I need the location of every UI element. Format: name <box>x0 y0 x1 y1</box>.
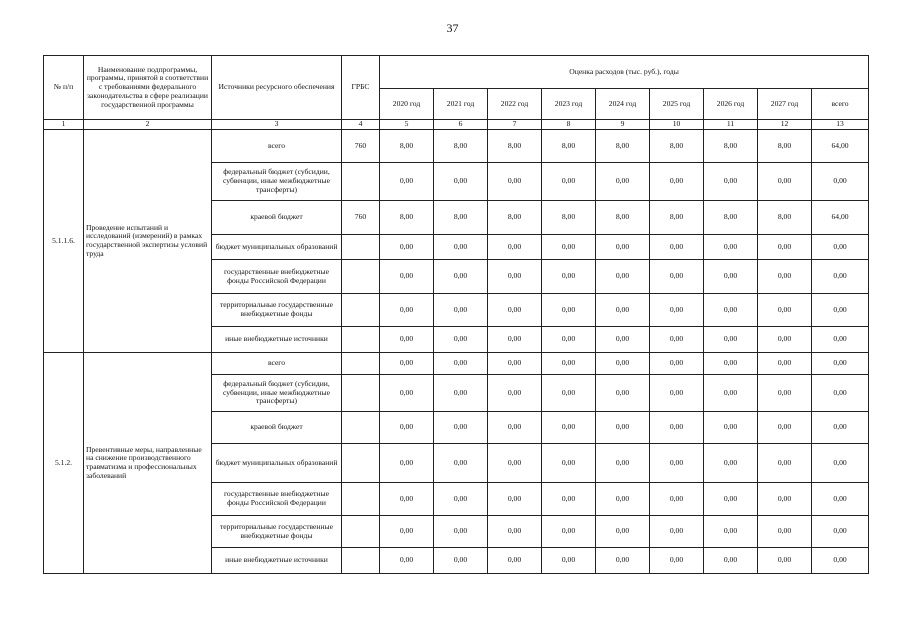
total-value: 64,00 <box>812 201 869 235</box>
table-row <box>44 130 869 163</box>
funding-source: всего <box>212 130 342 163</box>
header-year: 2021 год <box>434 89 488 120</box>
header-year: 2024 год <box>596 89 650 120</box>
year-value: 8,00 <box>434 201 488 235</box>
year-value: 0,00 <box>650 327 704 353</box>
table-row <box>44 353 869 375</box>
column-number: 1 <box>44 120 84 130</box>
year-value: 0,00 <box>488 327 542 353</box>
section-name: Превентивные меры, направленные на снижение производственного травматизма и профессиональных заболеваний <box>84 353 212 574</box>
year-value: 0,00 <box>650 163 704 201</box>
column-number: 2 <box>84 120 212 130</box>
total-value: 0,00 <box>812 260 869 294</box>
grbs-code <box>342 516 380 548</box>
year-value: 8,00 <box>650 201 704 235</box>
year-value: 0,00 <box>650 483 704 516</box>
column-number: 8 <box>542 120 596 130</box>
total-value: 0,00 <box>812 548 869 574</box>
column-number: 10 <box>650 120 704 130</box>
year-value: 0,00 <box>704 516 758 548</box>
column-number: 7 <box>488 120 542 130</box>
year-value: 8,00 <box>596 201 650 235</box>
total-value: 0,00 <box>812 375 869 412</box>
year-value: 0,00 <box>380 260 434 294</box>
header-sources: Источники ресурсного обеспечения <box>212 56 342 120</box>
column-number: 13 <box>812 120 869 130</box>
year-value: 0,00 <box>434 548 488 574</box>
year-value: 0,00 <box>650 294 704 327</box>
year-value: 8,00 <box>650 130 704 163</box>
year-value: 8,00 <box>488 130 542 163</box>
funding-source: федеральный бюджет (субсидии, субвенции, иные межбюджетные трансферты) <box>212 375 342 412</box>
grbs-code <box>342 412 380 444</box>
grbs-code <box>342 163 380 201</box>
year-value: 0,00 <box>758 483 812 516</box>
column-number: 11 <box>704 120 758 130</box>
year-value: 0,00 <box>542 163 596 201</box>
year-value: 0,00 <box>596 235 650 260</box>
year-value: 8,00 <box>704 130 758 163</box>
table-body <box>44 130 869 574</box>
year-value: 0,00 <box>704 235 758 260</box>
year-value: 0,00 <box>380 353 434 375</box>
total-value: 0,00 <box>812 483 869 516</box>
header-num: № п/п <box>44 56 84 120</box>
column-number: 5 <box>380 120 434 130</box>
grbs-code <box>342 294 380 327</box>
funding-source: краевой бюджет <box>212 412 342 444</box>
year-value: 0,00 <box>704 375 758 412</box>
year-value: 0,00 <box>380 163 434 201</box>
year-value: 0,00 <box>488 375 542 412</box>
year-value: 0,00 <box>380 548 434 574</box>
header-estimate: Оценка расходов (тыс. руб.), годы <box>380 56 869 89</box>
funding-source: территориальные государственные внебюджетные фонды <box>212 294 342 327</box>
year-value: 0,00 <box>758 260 812 294</box>
year-value: 8,00 <box>488 201 542 235</box>
year-value: 0,00 <box>650 516 704 548</box>
year-value: 0,00 <box>758 444 812 483</box>
header-name: Наименование подпрограммы, программы, принятой в соответствии с требованиями федерального законодательства в сфере реализации государственной программы <box>84 56 212 120</box>
year-value: 0,00 <box>704 483 758 516</box>
year-value: 0,00 <box>380 412 434 444</box>
header-year: 2027 год <box>758 89 812 120</box>
year-value: 0,00 <box>542 444 596 483</box>
year-value: 0,00 <box>596 260 650 294</box>
year-value: 0,00 <box>758 353 812 375</box>
year-value: 0,00 <box>380 327 434 353</box>
year-value: 0,00 <box>488 353 542 375</box>
grbs-code <box>342 444 380 483</box>
year-value: 0,00 <box>704 327 758 353</box>
year-value: 0,00 <box>650 444 704 483</box>
page-number: 37 <box>446 21 459 35</box>
grbs-code <box>342 235 380 260</box>
header-year: всего <box>812 89 869 120</box>
year-value: 0,00 <box>434 235 488 260</box>
grbs-code <box>342 483 380 516</box>
year-value: 0,00 <box>596 294 650 327</box>
year-value: 0,00 <box>650 548 704 574</box>
year-value: 0,00 <box>542 516 596 548</box>
year-value: 0,00 <box>542 294 596 327</box>
funding-source: всего <box>212 353 342 375</box>
year-value: 0,00 <box>596 327 650 353</box>
header-year: 2020 год <box>380 89 434 120</box>
funding-source: иные внебюджетные источники <box>212 548 342 574</box>
year-value: 0,00 <box>542 327 596 353</box>
year-value: 0,00 <box>704 294 758 327</box>
total-value: 0,00 <box>812 516 869 548</box>
header-year: 2026 год <box>704 89 758 120</box>
year-value: 0,00 <box>434 353 488 375</box>
year-value: 8,00 <box>380 130 434 163</box>
year-value: 0,00 <box>704 260 758 294</box>
year-value: 0,00 <box>704 412 758 444</box>
year-value: 0,00 <box>434 516 488 548</box>
total-value: 0,00 <box>812 444 869 483</box>
year-value: 0,00 <box>488 548 542 574</box>
year-value: 0,00 <box>758 294 812 327</box>
total-value: 0,00 <box>812 163 869 201</box>
funding-source: иные внебюджетные источники <box>212 327 342 353</box>
column-number: 3 <box>212 120 342 130</box>
year-value: 8,00 <box>380 201 434 235</box>
header-year: 2022 год <box>488 89 542 120</box>
year-value: 0,00 <box>434 327 488 353</box>
section-code: 5.1.2. <box>44 353 84 574</box>
year-value: 0,00 <box>596 444 650 483</box>
year-value: 0,00 <box>758 375 812 412</box>
year-value: 0,00 <box>542 412 596 444</box>
year-value: 8,00 <box>542 130 596 163</box>
year-value: 0,00 <box>650 412 704 444</box>
year-value: 0,00 <box>650 375 704 412</box>
year-value: 8,00 <box>758 201 812 235</box>
year-value: 0,00 <box>434 412 488 444</box>
year-value: 0,00 <box>758 163 812 201</box>
year-value: 0,00 <box>434 260 488 294</box>
year-value: 0,00 <box>596 375 650 412</box>
header-year: 2023 год <box>542 89 596 120</box>
year-value: 0,00 <box>758 412 812 444</box>
year-value: 8,00 <box>704 201 758 235</box>
year-value: 0,00 <box>488 483 542 516</box>
year-value: 0,00 <box>434 375 488 412</box>
total-value: 0,00 <box>812 353 869 375</box>
budget-table <box>43 55 869 574</box>
year-value: 0,00 <box>380 516 434 548</box>
total-value: 0,00 <box>812 327 869 353</box>
funding-source: государственные внебюджетные фонды Российской Федерации <box>212 260 342 294</box>
year-value: 0,00 <box>488 235 542 260</box>
year-value: 0,00 <box>380 483 434 516</box>
year-value: 0,00 <box>758 548 812 574</box>
year-value: 0,00 <box>488 163 542 201</box>
year-value: 0,00 <box>380 375 434 412</box>
total-value: 0,00 <box>812 235 869 260</box>
year-value: 0,00 <box>704 444 758 483</box>
year-value: 0,00 <box>380 235 434 260</box>
year-value: 0,00 <box>434 294 488 327</box>
funding-source: краевой бюджет <box>212 201 342 235</box>
total-value: 0,00 <box>812 294 869 327</box>
year-value: 8,00 <box>758 130 812 163</box>
year-value: 0,00 <box>704 163 758 201</box>
column-number: 9 <box>596 120 650 130</box>
year-value: 0,00 <box>704 548 758 574</box>
section-name: Проведение испытаний и исследований (измерений) в рамках государственной экспертизы условий труда <box>84 130 212 353</box>
year-value: 0,00 <box>758 235 812 260</box>
grbs-code: 760 <box>342 130 380 163</box>
year-value: 0,00 <box>542 548 596 574</box>
funding-source: федеральный бюджет (субсидии, субвенции, иные межбюджетные трансферты) <box>212 163 342 201</box>
column-number: 4 <box>342 120 380 130</box>
grbs-code: 760 <box>342 201 380 235</box>
year-value: 0,00 <box>542 483 596 516</box>
column-number-row <box>44 120 869 130</box>
year-value: 0,00 <box>596 353 650 375</box>
column-number: 12 <box>758 120 812 130</box>
year-value: 0,00 <box>650 353 704 375</box>
year-value: 0,00 <box>596 516 650 548</box>
grbs-code <box>342 353 380 375</box>
section-code: 5.1.1.6. <box>44 130 84 353</box>
year-value: 0,00 <box>488 294 542 327</box>
year-value: 0,00 <box>704 353 758 375</box>
year-value: 0,00 <box>488 260 542 294</box>
year-value: 0,00 <box>758 327 812 353</box>
year-value: 0,00 <box>542 353 596 375</box>
grbs-code <box>342 260 380 294</box>
year-value: 0,00 <box>542 375 596 412</box>
total-value: 64,00 <box>812 130 869 163</box>
year-value: 0,00 <box>758 516 812 548</box>
header-grbs: ГРБС <box>342 56 380 120</box>
grbs-code <box>342 548 380 574</box>
year-value: 8,00 <box>434 130 488 163</box>
year-value: 0,00 <box>434 444 488 483</box>
year-value: 8,00 <box>542 201 596 235</box>
year-value: 0,00 <box>434 163 488 201</box>
year-value: 8,00 <box>596 130 650 163</box>
year-value: 0,00 <box>596 412 650 444</box>
year-value: 0,00 <box>650 235 704 260</box>
year-value: 0,00 <box>542 260 596 294</box>
grbs-code <box>342 327 380 353</box>
year-value: 0,00 <box>488 516 542 548</box>
year-value: 0,00 <box>488 412 542 444</box>
year-value: 0,00 <box>542 235 596 260</box>
year-value: 0,00 <box>380 444 434 483</box>
grbs-code <box>342 375 380 412</box>
funding-source: территориальные государственные внебюджетные фонды <box>212 516 342 548</box>
funding-source: бюджет муниципальных образований <box>212 444 342 483</box>
total-value: 0,00 <box>812 412 869 444</box>
year-value: 0,00 <box>650 260 704 294</box>
funding-source: государственные внебюджетные фонды Российской Федерации <box>212 483 342 516</box>
year-value: 0,00 <box>380 294 434 327</box>
column-number: 6 <box>434 120 488 130</box>
year-value: 0,00 <box>596 483 650 516</box>
year-value: 0,00 <box>488 444 542 483</box>
year-value: 0,00 <box>434 483 488 516</box>
funding-source: бюджет муниципальных образований <box>212 235 342 260</box>
year-value: 0,00 <box>596 548 650 574</box>
year-value: 0,00 <box>596 163 650 201</box>
header-year: 2025 год <box>650 89 704 120</box>
